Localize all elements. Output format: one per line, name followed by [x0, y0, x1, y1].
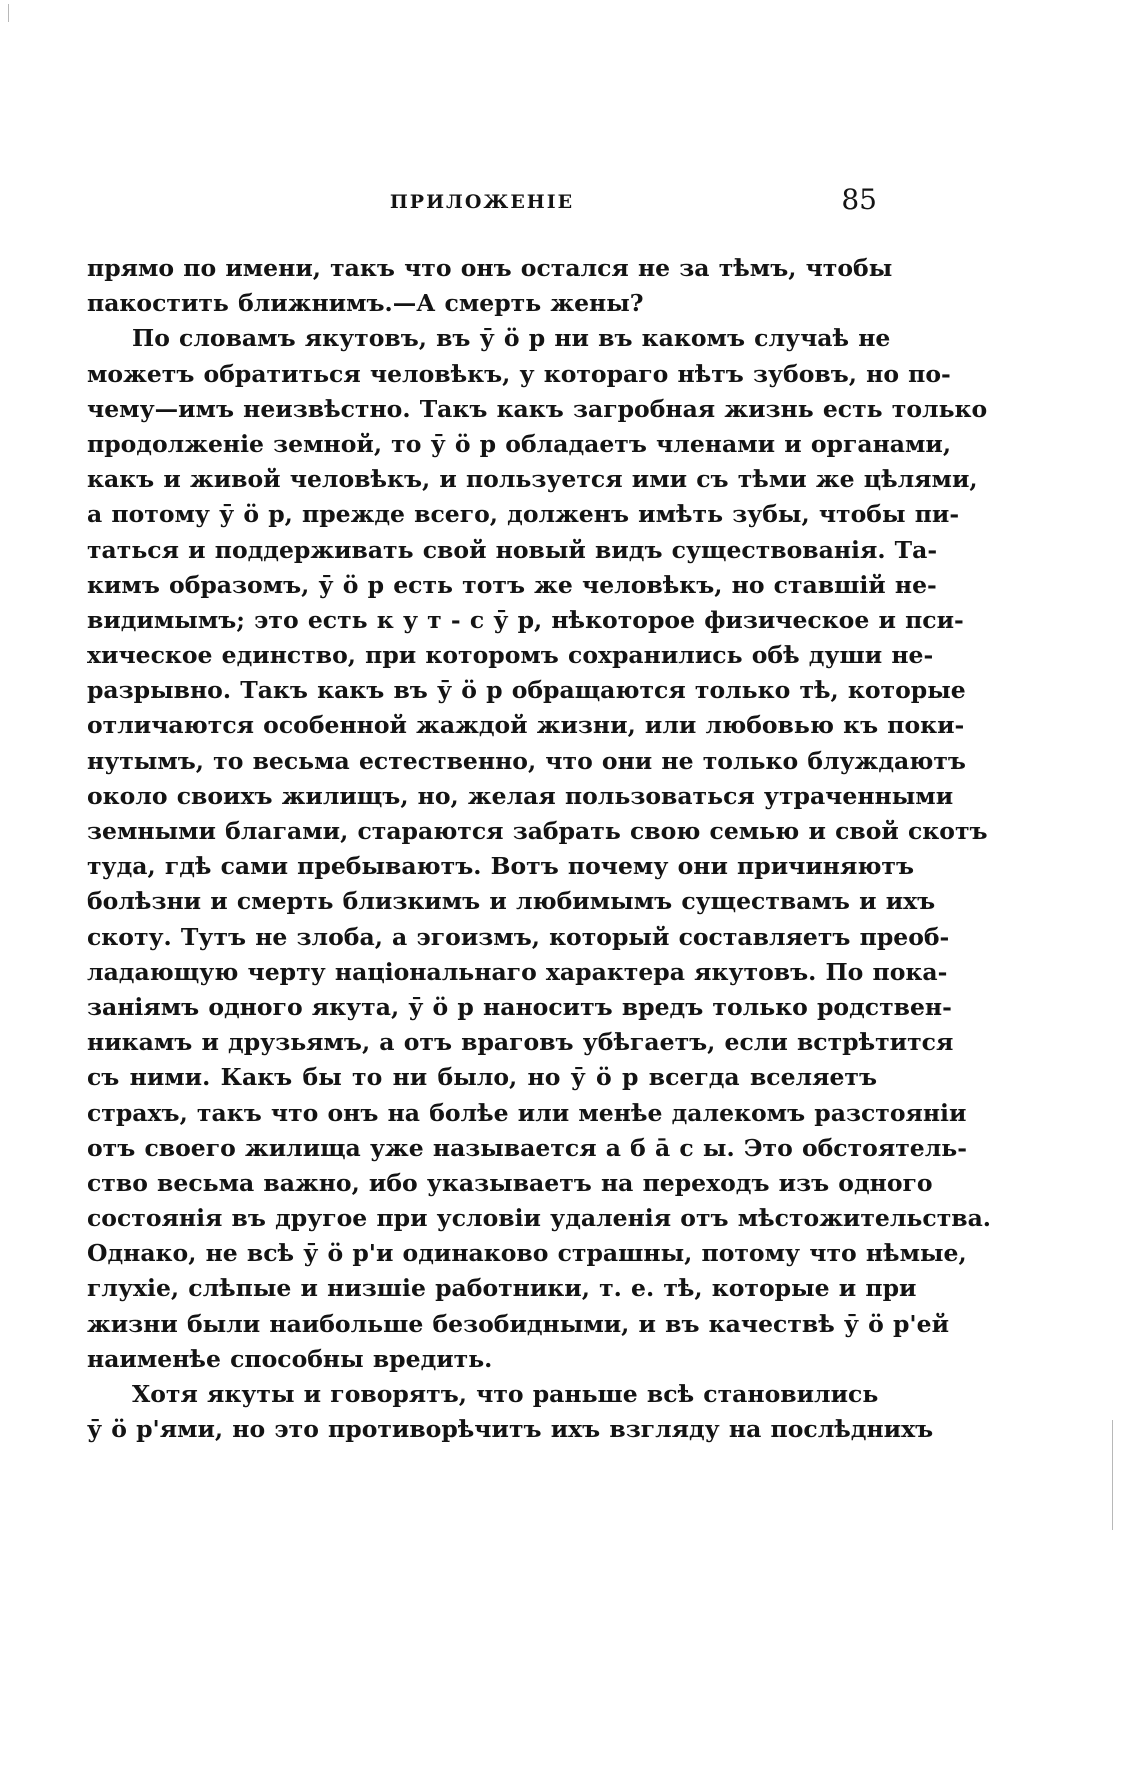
text-line: ладающую черту національнаго характера якутовъ. По пока-: [87, 957, 948, 986]
text-line: кимъ образомъ, ӯ ö р есть тотъ же человѣкъ, но ставшій не-: [87, 570, 937, 599]
text-line: ство весьма важно, ибо указываетъ на переходъ изъ одного: [87, 1168, 933, 1197]
text-line: таться и поддерживать свой новый видъ существованія. Та-: [87, 535, 938, 564]
text-line: ӯ ö р'ями, но это противорѣчитъ ихъ взгляду на послѣднихъ: [87, 1415, 934, 1444]
text-line: жизни были наибольше безобидными, и въ качествѣ ӯ ö р'ей: [87, 1309, 950, 1338]
text-line: пакостить ближнимъ.—А смерть жены?: [87, 289, 644, 318]
text-line: состоянія въ другое при условіи удаленія отъ мѣстожительства.: [87, 1204, 991, 1233]
text-line: страхъ, такъ что онъ на болѣе или менѣе далекомъ разстояніи: [87, 1098, 967, 1127]
text-line: хическое единство, при которомъ сохранились обѣ души не-: [87, 641, 934, 670]
text-line: какъ и живой человѣкъ, и пользуется ими съ тѣми же цѣлями,: [87, 465, 978, 494]
text-line: болѣзни и смерть близкимъ и любимымъ существамъ и ихъ: [87, 887, 936, 916]
text-line: а потому ӯ ö р, прежде всего, долженъ имѣть зубы, чтобы пи-: [87, 500, 960, 529]
text-line: отличаются особенной жаждой жизни, или любовью къ поки-: [87, 711, 965, 740]
text-line: никамъ и друзьямъ, а отъ враговъ убѣгаетъ, если встрѣтится: [87, 1028, 954, 1057]
body-text: [87, 251, 991, 1447]
text-line: земными благами, стараются забрать свою семью и свой скотъ: [87, 817, 988, 845]
text-line: съ ними. Какъ бы то ни было, но ӯ ö р всегда вселяетъ: [87, 1063, 877, 1092]
text-line: прямо по имени, такъ что онъ остался не за тѣмъ, чтобы: [87, 254, 893, 282]
text-line: Хотя якуты и говорятъ, что раньше всѣ становились: [132, 1380, 879, 1408]
text-line: нутымъ, то весьма естественно, что они не только блуждаютъ: [87, 746, 966, 775]
scan-edge-mark-right: [1112, 1420, 1113, 1530]
running-title: ПРИЛОЖЕНІЕ: [389, 191, 575, 213]
text-line: Однако, не всѣ ӯ ö р'и одинаково страшны, потому что нѣмые,: [87, 1239, 967, 1268]
text-line: можетъ обратиться человѣкъ, у котораго нѣтъ зубовъ, но по-: [87, 359, 951, 388]
text-line: заніямъ одного якута, ӯ ö р наноситъ вредъ только родствен-: [87, 992, 952, 1021]
text-line: глухіе, слѣпые и низшіе работники, т. е. тѣ, которые и при: [87, 1274, 917, 1303]
text-line: около своихъ жилищъ, но, желая пользоваться утраченными: [87, 781, 954, 810]
text-line: отъ своего жилища уже называется а б а̄ с ы. Это обстоятель-: [87, 1133, 967, 1162]
text-line: продолженіе земной, то ӯ ö р обладаетъ членами и органами,: [87, 429, 952, 458]
scan-edge-mark-top: [8, 4, 9, 22]
text-line: По словамъ якутовъ, въ ӯ ö р ни въ какомъ случаѣ не: [132, 324, 891, 353]
text-line: туда, гдѣ сами пребываютъ. Вотъ почему они причиняютъ: [87, 852, 914, 881]
text-line: скоту. Тутъ не злоба, а эгоизмъ, который составляетъ преоб-: [87, 922, 950, 951]
page-header: [87, 183, 877, 223]
text-line: чему—имъ неизвѣстно. Такъ какъ загробная жизнь есть только: [87, 394, 988, 423]
page-number: 85: [841, 183, 877, 216]
text-line: разрывно. Такъ какъ въ ӯ ö р обращаются только тѣ, которые: [87, 676, 966, 705]
text-line: наименѣе способны вредить.: [87, 1344, 493, 1373]
text-line: видимымъ; это есть к у т - с ӯ р, нѣкоторое физическое и пси-: [87, 605, 964, 634]
